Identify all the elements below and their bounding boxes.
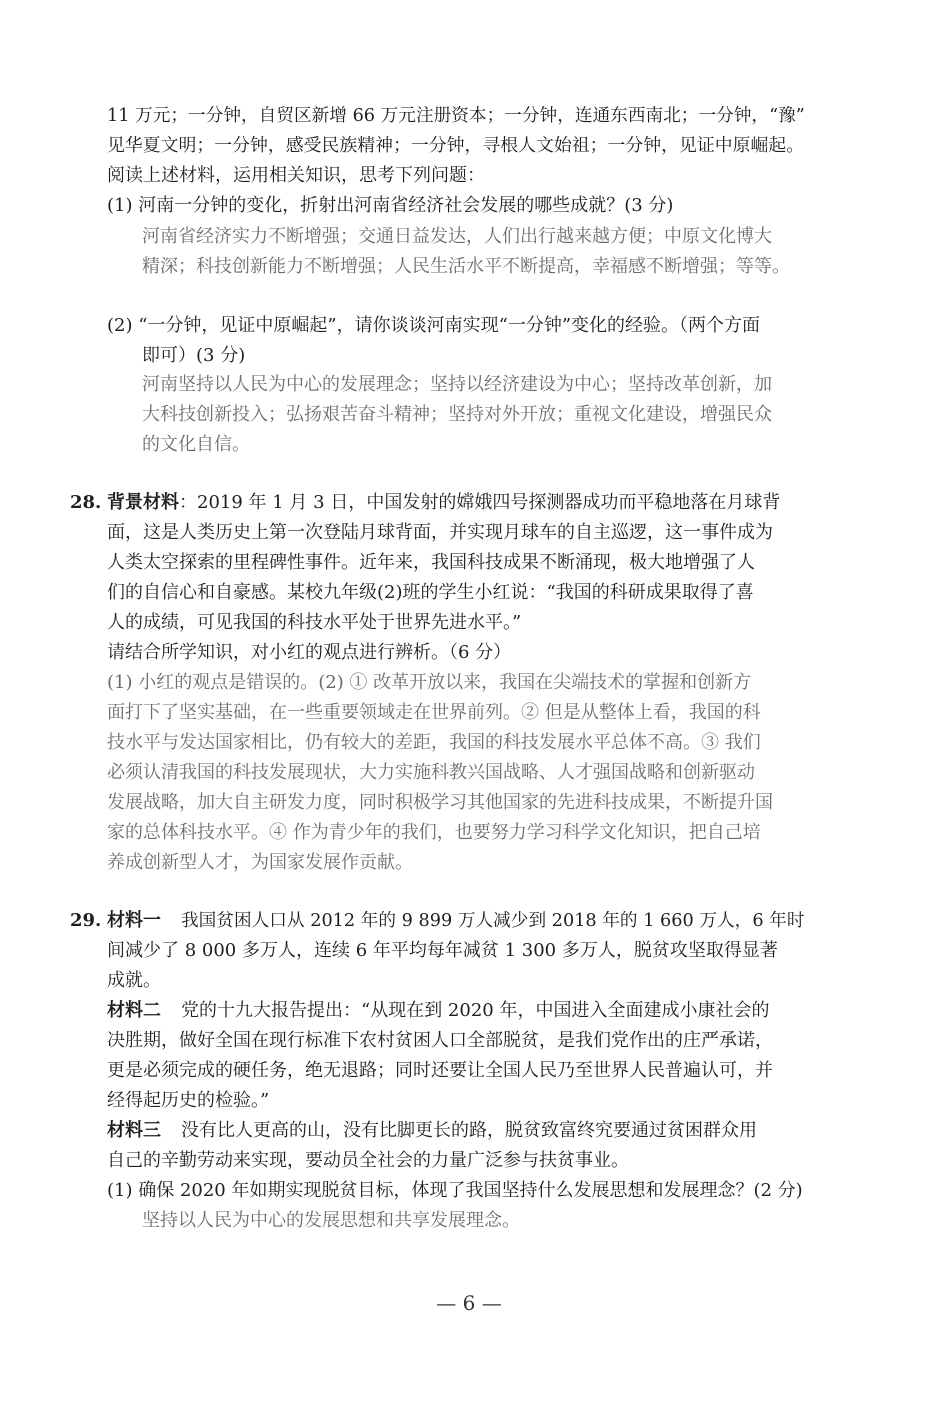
answer-28-line: 面打下了坚实基础，在一些重要领域走在世界前列。② 但是从整体上看，我国的科 [107,702,761,723]
question-27-1: (1) 河南一分钟的变化，折射出河南省经济社会发展的哪些成就？(3 分) [107,195,674,216]
answer-28-line: (1) 小红的观点是错误的。(2) ① 改革开放以来，我国在尖端技术的掌握和创新方 [107,672,752,693]
answer-28-line: 家的总体科技水平。④ 作为青少年的我们，也要努力学习科学文化知识，把自己培 [107,822,761,843]
q29-material-3-line: 自己的辛勤劳动来实现，要动员全社会的力量广泛参与扶贫事业。 [107,1150,629,1171]
answer-27-1-line: 精深；科技创新能力不断增强；人民生活水平不断提高，幸福感不断增强；等等。 [142,256,790,277]
answer-28-line: 养成创新型人才，为国家发展作贡献。 [107,852,413,873]
q29-material-1-line: 间减少了 8 000 多万人，连续 6 年平均每年减贫 1 300 多万人，脱贫攻坚取得显著 [107,940,778,961]
answer-27-1-line: 河南省经济实力不断增强；交通日益发达，人们出行越来越方便；中原文化博大 [142,226,772,247]
question-27-2: (2) “一分钟，见证中原崛起”，请你谈谈河南实现“一分钟”变化的经验。（两个方面 [107,315,761,336]
q29-material-1-line: 成就。 [107,970,161,991]
q29-material-2-line: 党的十九大报告提出：“从现在到 2020 年，中国进入全面建成小康社会的 [181,1000,770,1021]
q29-material-3-line: 没有比人更高的山，没有比脚更长的路，脱贫致富终究要通过贫困群众用 [181,1120,757,1141]
intro-line: 见华夏文明；一分钟，感受民族精神；一分钟，寻根人文始祖；一分钟，见证中原崛起。 [107,135,805,156]
q28-line: 面，这是人类历史上第一次登陆月球背面，并实现月球车的自主巡逻，这一事件成为 [107,522,773,543]
q29-material-3-label: 材料三 [107,1120,161,1141]
q28-label: 背景材料 [107,492,179,513]
q29-material-2-line: 更是必须完成的硬任务，绝无退路；同时还要让全国人民乃至世界人民普遍认可，并 [107,1060,773,1081]
answer-28-line: 必须认清我国的科技发展现状，大力实施科教兴国战略、人才强国战略和创新驱动 [107,762,755,783]
question-29-1: (1) 确保 2020 年如期实现脱贫目标，体现了我国坚持什么发展思想和发展理念？(2 分) [107,1180,803,1201]
intro-line: 阅读上述材料，运用相关知识，思考下列问题： [107,165,485,186]
q28-prompt: 请结合所学知识，对小红的观点进行辨析。（6 分） [107,642,512,663]
answer-28-line: 发展战略，加大自主研发力度，同时积极学习其他国家的先进科技成果，不断提升国 [107,792,773,813]
q28-text: ：2019 年 1 月 3 日，中国发射的嫦娥四号探测器成功而平稳地落在月球背 [179,492,781,513]
q28-line: 们的自信心和自豪感。某校九年级(2)班的学生小红说：“我国的科研成果取得了喜 [107,582,754,603]
answer-27-2-line: 河南坚持以人民为中心的发展理念；坚持以经济建设为中心；坚持改革创新，加 [142,374,772,395]
intro-line: 11 万元；一分钟，自贸区新增 66 万元注册资本；一分钟，连通东西南北；一分钟，“豫” [107,106,805,126]
q29-material-1-label: 材料一 [107,910,161,931]
answer-28-line: 技水平与发达国家相比，仍有较大的差距，我国的科技发展水平总体不高。③ 我们 [107,732,761,753]
question-27-2-cont: 即可）(3 分) [142,345,246,366]
answer-27-2-line: 大科技创新投入；弘扬艰苦奋斗精神；坚持对外开放；重视文化建设，增强民众 [142,404,772,425]
q29-material-2-label: 材料二 [107,1000,161,1021]
answer-27-2-line: 的文化自信。 [142,434,250,455]
q28-line: 人类太空探索的里程碑性事件。近年来，我国科技成果不断涌现，极大地增强了人 [107,552,755,573]
q29-material-1-line: 我国贫困人口从 2012 年的 9 899 万人减少到 2018 年的 1 660 万人，6 年时 [181,911,805,931]
answer-29-1: 坚持以人民为中心的发展思想和共享发展理念。 [142,1210,520,1231]
question-number-29: 29. [70,910,102,931]
q29-material-2-line: 经得起历史的检验。” [107,1090,270,1111]
q28-first-line [107,488,780,518]
q28-line: 人的成绩，可见我国的科技水平处于世界先进水平。” [107,612,522,633]
page-number: — 6 — [436,1291,502,1315]
question-number-28: 28. [70,492,102,513]
q29-material-2-line: 决胜期，做好全国在现行标准下农村贫困人口全部脱贫，是我们党作出的庄严承诺， [107,1030,773,1051]
